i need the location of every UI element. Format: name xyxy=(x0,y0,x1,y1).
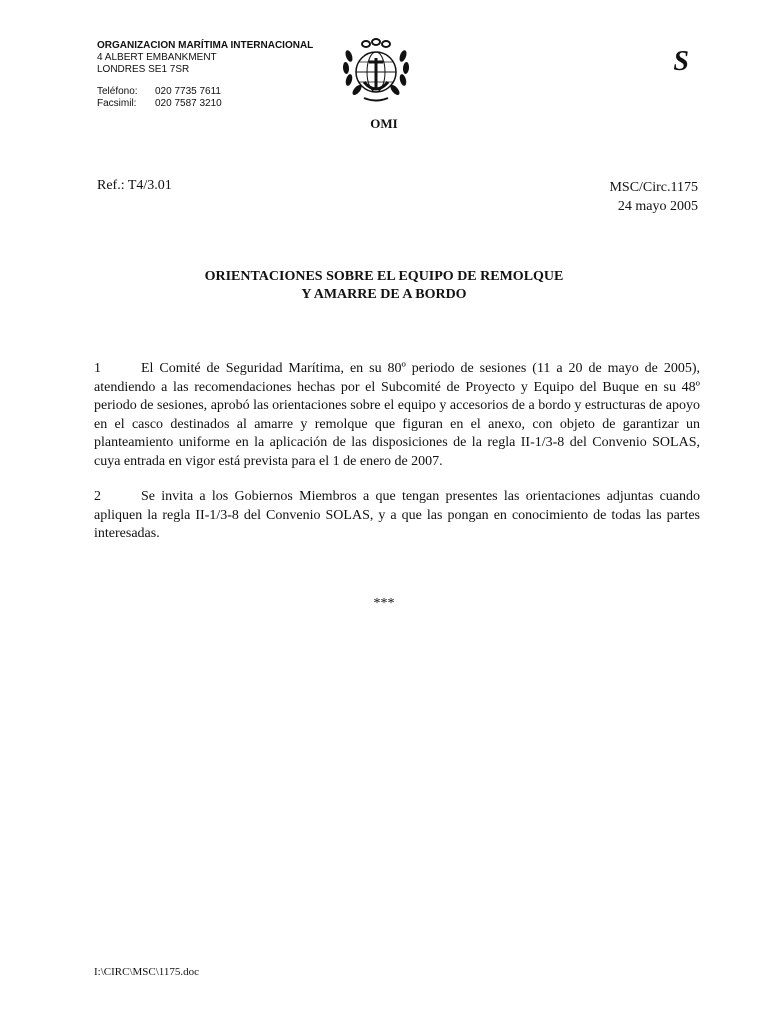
title-line-1: ORIENTACIONES SOBRE EL EQUIPO DE REMOLQUE xyxy=(204,269,564,284)
fax-row xyxy=(97,98,222,110)
circular-number: MSC/Circ.1175 xyxy=(609,180,698,195)
document-date: 24 mayo 2005 xyxy=(617,199,698,214)
phone-row xyxy=(97,86,222,98)
fax-label: Facsimil: xyxy=(97,98,137,109)
document-title xyxy=(0,268,768,304)
file-path-footer: I:\CIRC\MSC\1175.doc xyxy=(94,966,200,978)
language-code: S xyxy=(673,46,689,77)
paragraph-number: 2 xyxy=(94,489,101,504)
phone-label: Teléfono: xyxy=(97,86,138,97)
title-line-2: Y AMARRE DE A BORDO xyxy=(301,287,467,302)
document-reference xyxy=(609,178,698,216)
organization-address xyxy=(97,40,313,76)
organization-acronym: OMI xyxy=(370,116,398,131)
paragraph-1 xyxy=(94,360,700,472)
address-line-1: 4 ALBERT EMBANKMENT xyxy=(97,52,217,63)
paragraph-text: El Comité de Seguridad Marítima, en su 80º periodo de sesiones (11 a 20 de mayo de 2005), atendiendo a las recomendaciones hechas por el Subcomité de Proyecto y Equipo del Buque en su 48º periodo de sesiones, aprobó las orientaciones sobre el equipo y accesorios de a bordo y estructuras de apoyo en el casco destinados al amarre y remolque que figuran en el anexo, con objeto de garantizar un planteamiento uniforme en la aplicación de las disposiciones de la regla II-1/3-8 del Convenio SOLAS, cuya entrada en vigor está prevista para el 1 de enero de 2007. xyxy=(94,361,700,469)
organization-name: ORGANIZACION MARÍTIMA INTERNACIONAL xyxy=(97,40,314,51)
imo-emblem-icon xyxy=(340,36,412,104)
paragraph-number: 1 xyxy=(94,361,101,376)
contact-info xyxy=(97,86,222,110)
phone-value: 020 7735 7611 xyxy=(155,86,221,97)
separator: *** xyxy=(373,596,395,611)
reference-number: Ref.: T4/3.01 xyxy=(97,178,172,193)
paragraph-text: Se invita a los Gobiernos Miembros a que tengan presentes las orientaciones adjuntas cuando apliquen la regla II-1/3-8 del Convenio SOLAS, y a que las pongan en conocimiento de todas las partes interesadas. xyxy=(94,489,700,542)
paragraph-2 xyxy=(94,488,700,544)
fax-value: 020 7587 3210 xyxy=(155,98,222,109)
address-line-2: LONDRES SE1 7SR xyxy=(97,64,190,75)
